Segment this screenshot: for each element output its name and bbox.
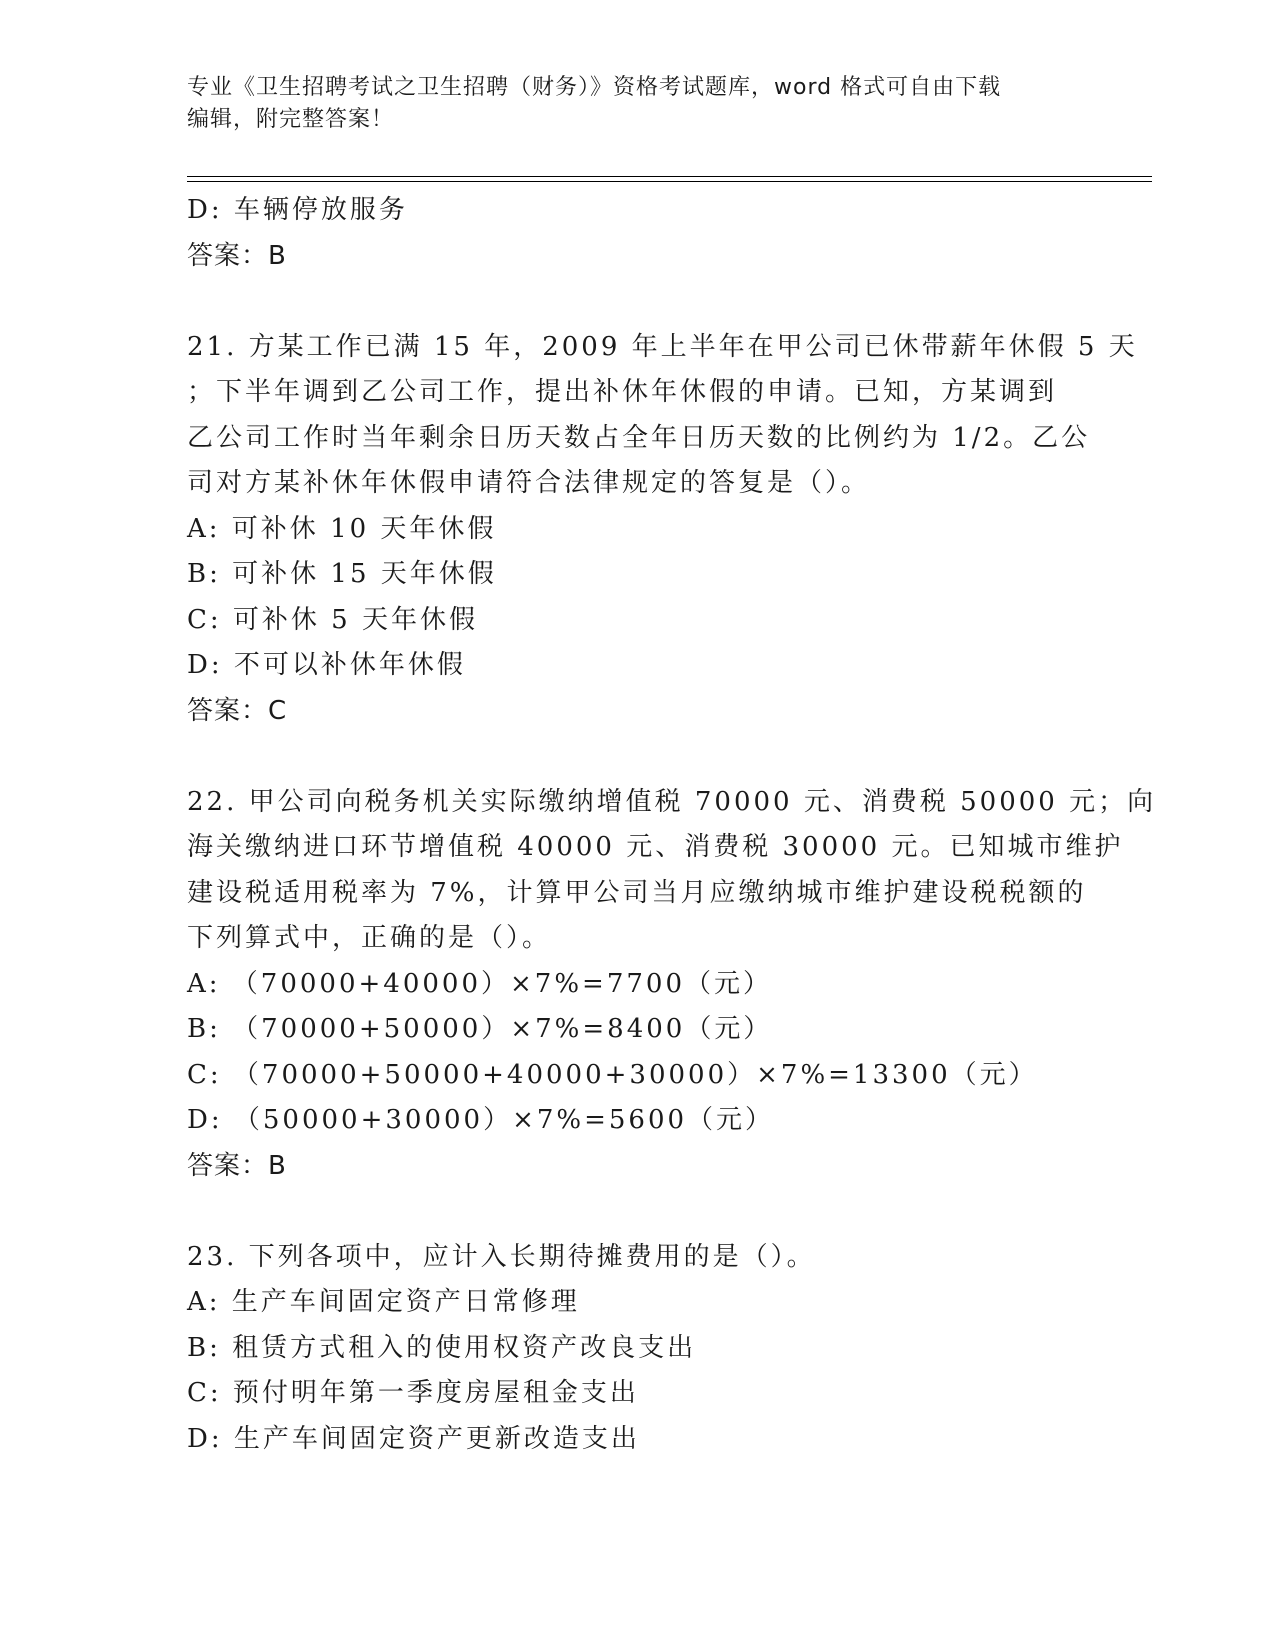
q22-answer: 答案：B bbox=[187, 1150, 287, 1181]
q21-text-line-2: ；下半年调到乙公司工作，提出补休年休假的申请。已知，方某调到 bbox=[187, 377, 1058, 407]
header-rule-bottom bbox=[187, 181, 1152, 182]
q21-option-c: C: 可补休 5 天年休假 bbox=[187, 604, 478, 635]
q22-text-line-2: 海关缴纳进口环节增值税 40000 元、消费税 30000 元。已知城市维护 bbox=[187, 832, 1124, 862]
page-header bbox=[187, 72, 1067, 136]
q21-text-line-4: 司对方某补休年休假申请符合法律规定的答复是（）。 bbox=[187, 468, 871, 498]
q22-option-a: A: （70000+40000）×7%=7700（元） bbox=[187, 968, 772, 999]
q21-option-a: A: 可补休 10 天年休假 bbox=[187, 513, 497, 544]
q21-option-d: D: 不可以补休年休假 bbox=[187, 650, 466, 680]
q23-option-b: B: 租赁方式租入的使用权资产改良支出 bbox=[187, 1332, 697, 1363]
document-body bbox=[187, 188, 1157, 1462]
q21-option-b: B: 可补休 15 天年休假 bbox=[187, 559, 497, 589]
question-23 bbox=[187, 1235, 1087, 1463]
header-line-1: 专业《卫生招聘考试之卫生招聘（财务）》资格考试题库，word 格式可自由下载 bbox=[187, 75, 1002, 100]
header-line-2: 编辑，附完整答案！ bbox=[187, 107, 395, 132]
q21-text-line-3: 乙公司工作时当年剩余日历天数占全年日历天数的比例约为 1/2。乙公 bbox=[187, 422, 1091, 453]
q22-option-b: B: （70000+50000）×7%=8400（元） bbox=[187, 1014, 773, 1044]
q21-text-line-1: 21. 方某工作已满 15 年，2009 年上半年在甲公司已休带薪年休假 5 天 bbox=[187, 331, 1138, 362]
spacer bbox=[187, 734, 1087, 780]
q22-option-c: C: （70000+50000+40000+30000）×7%=13300（元） bbox=[187, 1059, 1038, 1090]
q23-option-d: D: 生产车间固定资产更新改造支出 bbox=[187, 1423, 640, 1454]
q22-text-line-1: 22. 甲公司向税务机关实际缴纳增值税 70000 元、消费税 50000 元；向 bbox=[187, 786, 1157, 817]
header-rule-top bbox=[187, 176, 1152, 177]
q21-answer: 答案：C bbox=[187, 695, 288, 726]
q22-text-line-4: 下列算式中，正确的是（）。 bbox=[187, 923, 552, 953]
q22-text-line-3: 建设税适用税率为 7%，计算甲公司当月应缴纳城市维护建设税税额的 bbox=[187, 877, 1087, 908]
question-21 bbox=[187, 325, 1138, 735]
prev-answer: 答案：B bbox=[187, 240, 287, 271]
question-22 bbox=[187, 780, 1157, 1190]
q23-option-a: A: 生产车间固定资产日常修理 bbox=[187, 1287, 580, 1317]
spacer bbox=[187, 1189, 1087, 1235]
spacer bbox=[187, 279, 1087, 325]
q22-option-d: D: （50000+30000）×7%=5600（元） bbox=[187, 1105, 775, 1135]
q23-text-line-1: 23. 下列各项中，应计入长期待摊费用的是（）。 bbox=[187, 1241, 816, 1272]
prev-option-d: D: 车辆停放服务 bbox=[187, 195, 408, 225]
q23-option-c: C: 预付明年第一季度房屋租金支出 bbox=[187, 1378, 639, 1408]
